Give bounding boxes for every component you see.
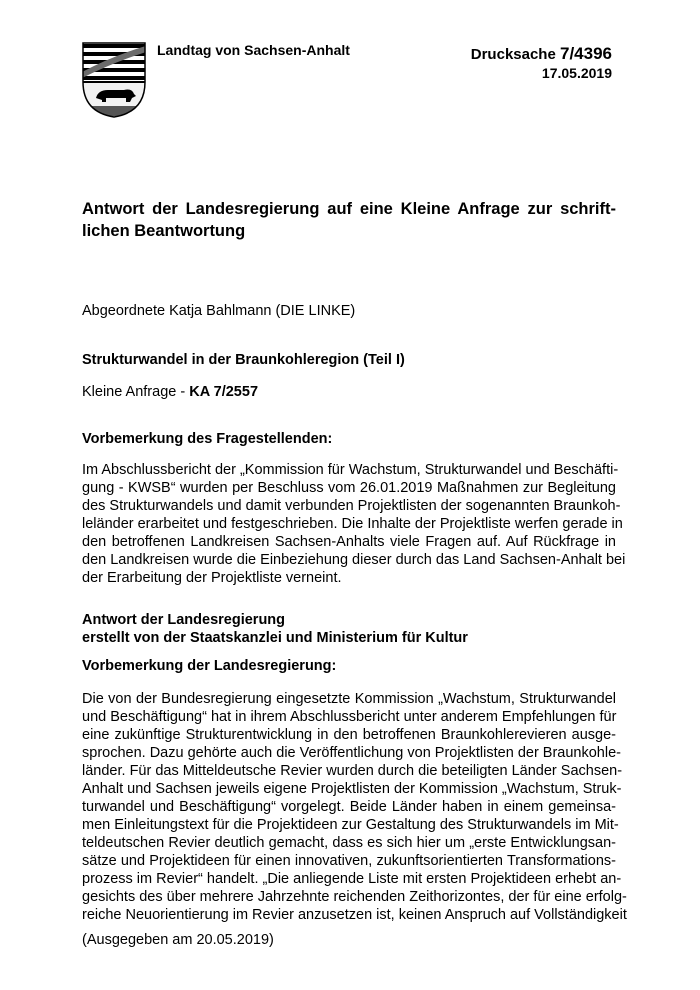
paragraph-line: gung - KWSB“ wurden per Beschluss vom 26.01.2019 Maßnahmen zur Begleitung	[82, 480, 616, 496]
paragraph-line: turwandel und Beschäftigung“ vorgelegt. Beide Länder haben in einem gemeinsa-	[82, 799, 616, 815]
paragraph-line: den betroffenen Landkreisen Sachsen-Anhalts viele Fragen auf. Auf Rückfrage in	[82, 534, 616, 550]
paragraph-line: men Einleitungstext für die Projektideen zur Gestaltung des Strukturwandels im Mit-	[82, 817, 619, 833]
paragraph-line: Anhalt und Sachsen jeweils eigene Projektlisten der Kommission „Wachstum, Struk-	[82, 781, 622, 797]
paragraph-line: Im Abschlussbericht der „Kommission für Wachstum, Strukturwandel und Beschäfti-	[82, 462, 619, 478]
title-line: lichen Beantwortung	[82, 222, 246, 240]
paragraph-line: prozess im Revier“ handelt. „Die anliegende Liste mit ersten Projektideen erhebt an-	[82, 871, 622, 887]
paragraph-line: eine zukünftige Strukturentwicklung in den betroffenen Braunkohlerevieren ausge-	[82, 727, 616, 743]
paragraph-line: teldeutschen Revier deutlich gemacht, dass es sich hier um „erste Entwicklungsan-	[82, 835, 616, 851]
preface-paragraph	[82, 461, 626, 587]
drucksache-number: 7/4396	[560, 44, 612, 63]
answer-heading-line: erstellt von der Staatskanzlei und Ministerium für Kultur	[82, 630, 468, 646]
title-line: Antwort der Landesregierung auf eine Kleine Anfrage zur schrift-	[82, 200, 616, 218]
drucksache-line	[471, 44, 612, 64]
paragraph-line: Die von der Bundesregierung eingesetzte Kommission „Wachstum, Strukturwandel	[82, 691, 616, 707]
answer-heading-line: Antwort der Landesregierung	[82, 612, 286, 628]
document-title	[82, 198, 616, 242]
paragraph-line: des Strukturwandels und damit verbunden Projektlisten der sogenannten Braunkoh-	[82, 498, 621, 514]
inquiry-label: Kleine Anfrage -	[82, 384, 190, 400]
answer-heading	[82, 611, 468, 647]
drucksache-label: Drucksache	[470, 46, 556, 63]
paragraph-line: reiche Neuorientierung im Revier anzusetzen ist, keinen Anspruch auf Vollständigkeit	[82, 907, 627, 923]
paragraph-line: gesichts des über mehrere Jahrzehnte reichenden Zeithorizontes, der für eine erfolg-	[82, 889, 627, 905]
inquiry-subject: Strukturwandel in der Braunkohleregion (Teil I)	[82, 352, 405, 368]
inquiry-reference	[82, 384, 258, 400]
paragraph-line: den Landkreisen wurde die Einbeziehung dieser durch das Land Sachsen-Anhalt bei	[82, 552, 626, 568]
drucksache-block	[471, 44, 612, 81]
paragraph-line: sprochen. Dazu gehörte auch die Veröffentlichung von Projektlisten der Braunkohle-	[82, 745, 621, 761]
paragraph-line: länder. Für das Mitteldeutsche Revier wurden durch die beteiligten Länder Sachsen-	[82, 763, 623, 779]
deputy-name: Abgeordnete Katja Bahlmann (DIE LINKE)	[82, 303, 356, 319]
issued-date: (Ausgegeben am 20.05.2019)	[82, 932, 274, 948]
government-preface-paragraph	[82, 690, 627, 924]
paragraph-line: und Beschäftigung“ hat in ihrem Abschlussbericht unter anderem Empfehlungen für	[82, 709, 617, 725]
paragraph-line: leländer erarbeitet und festgeschrieben. Die Inhalte der Projektliste werfen gerade in	[82, 516, 623, 532]
paragraph-line: der Erarbeitung der Projektliste verneint.	[82, 570, 342, 586]
government-preface-heading: Vorbemerkung der Landesregierung:	[82, 658, 337, 674]
inquiry-number: KA 7/2557	[189, 384, 259, 400]
paragraph-line: sätze und Projektideen für einen innovativen, zukunftsorientierten Transformations-	[82, 853, 616, 869]
preface-heading: Vorbemerkung des Fragestellenden:	[82, 431, 333, 447]
parliament-name: Landtag von Sachsen-Anhalt	[157, 42, 350, 58]
coat-of-arms-icon	[82, 42, 146, 118]
drucksache-date: 17.05.2019	[541, 65, 612, 81]
